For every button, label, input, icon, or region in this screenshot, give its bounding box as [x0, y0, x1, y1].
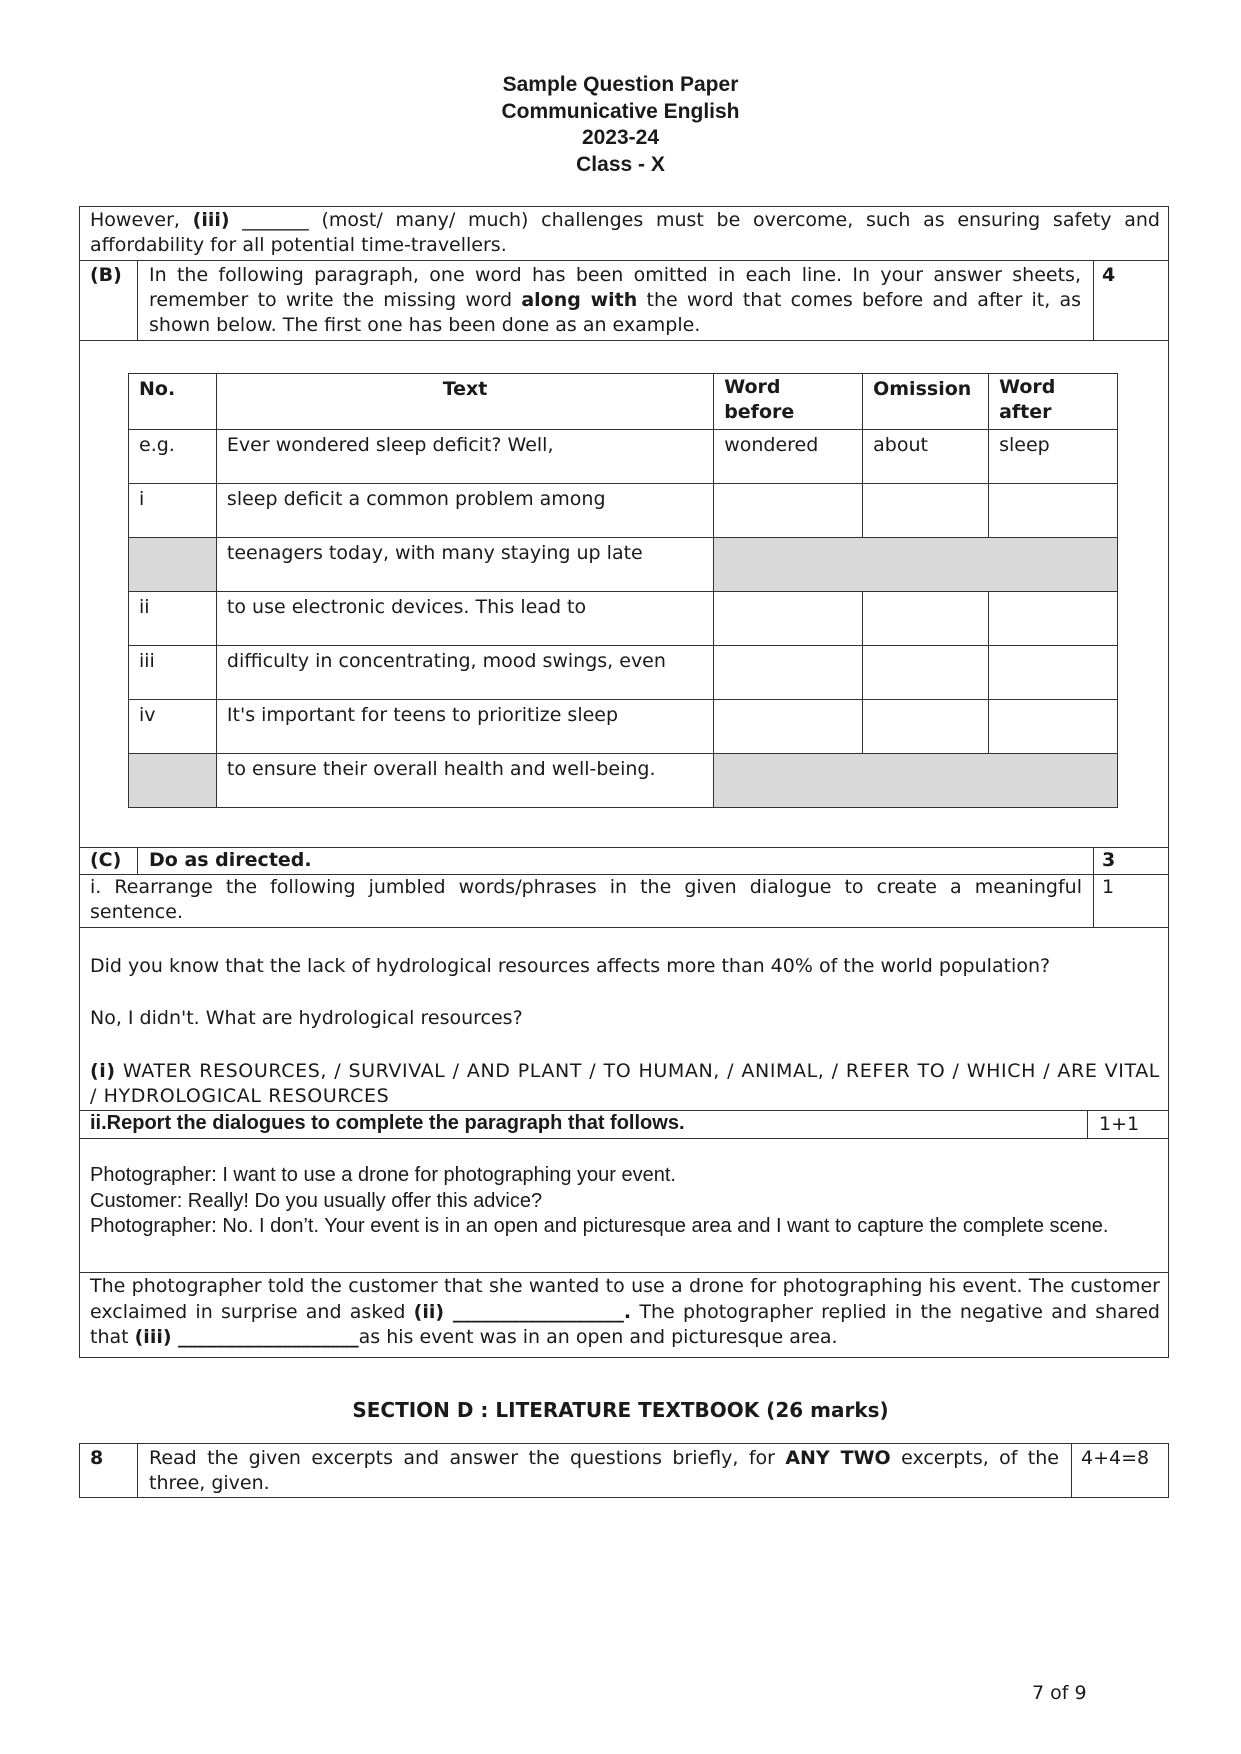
table-row [129, 646, 1118, 700]
header-subject: Communicative English [501, 99, 740, 123]
part-c-title: Do as directed. [149, 849, 312, 871]
report-line-3: Photographer: No. I don’t. Your event is in an open and picturesque area and I want to capture the complete scene. [90, 1215, 1109, 1237]
answer-cell-before[interactable] [714, 484, 863, 538]
row-text: It's important for teens to prioritize sleep [216, 700, 713, 754]
part-c-q1: i. Rearrange the following jumbled words/phrases in the given dialogue to create a meaningful sentence. [90, 876, 1082, 923]
answer-cell-after[interactable] [989, 646, 1118, 700]
part-c-label: (C) [90, 849, 122, 871]
page-number: 7 of 9 [1032, 1682, 1087, 1704]
table-row [129, 754, 1118, 808]
row-before: wondered [714, 430, 863, 484]
dialogue-line-1: Did you know that the lack of hydrological resources affects more than 40% of the world population? [90, 955, 1051, 977]
report-paragraph: The photographer told the customer that she wanted to use a drone for photographing his event. The customer exclaimed in surprise and asked (ii) __________________. The photographer replied in the negative and shared that (iii) ___________________as his event was in an open and picturesque area. [90, 1275, 1160, 1348]
col-header-word-after: Word after [989, 374, 1118, 430]
answer-cell-omission[interactable] [863, 700, 989, 754]
row-text: difficulty in concentrating, mood swings, even [216, 646, 713, 700]
answer-cell-before[interactable] [714, 592, 863, 646]
dialogue-line-2: No, I didn't. What are hydrological resources? [90, 1007, 523, 1029]
question-8-number: 8 [90, 1447, 104, 1469]
part-c-q2-marks: 1+1 [1099, 1113, 1140, 1135]
col-header-text: Text [216, 374, 713, 430]
report-line-1: Photographer: I want to use a drone for photographing your event. [90, 1164, 676, 1186]
jumbled-phrases: (i) WATER RESOURCES, / SURVIVAL / AND PLANT / TO HUMAN, / ANIMAL, / REFER TO / WHICH / ARE VITAL / HYDROLOGICAL RESOURCES [90, 1060, 1160, 1107]
table-row [129, 430, 1118, 484]
row-no-shaded [129, 538, 217, 592]
table-row [129, 484, 1118, 538]
question-8-text: Read the given excerpts and answer the questions briefly, for ANY TWO excerpts, of the three, given. [149, 1447, 1059, 1494]
part-b-marks: 4 [1102, 264, 1116, 286]
row-no: iii [129, 646, 217, 700]
part-b-label: (B) [90, 264, 122, 286]
answer-cell-after[interactable] [989, 592, 1118, 646]
answer-cell-after[interactable] [989, 484, 1118, 538]
row-no: i [129, 484, 217, 538]
answer-cell-after[interactable] [989, 700, 1118, 754]
header-title: Sample Question Paper [502, 73, 739, 96]
header-year: 2023-24 [581, 126, 660, 149]
row-text: to ensure their overall health and well-being. [216, 754, 713, 808]
part-c-marks: 3 [1102, 849, 1116, 871]
report-line-2: Customer: Really! Do you usually offer this advice? [90, 1189, 543, 1212]
row-no-shaded [129, 754, 217, 808]
col-header-no: No. [129, 374, 217, 430]
header-class: Class - X [576, 152, 665, 176]
shaded-cell [714, 538, 1118, 592]
part-b-instructions: In the following paragraph, one word has been omitted in each line. In your answer sheets, remember to write the missing word along with the word that comes before and after it, as shown below. The first one has been done as an example. [149, 264, 1081, 336]
report-dialogue [90, 1163, 1160, 1240]
answer-cell-omission[interactable] [863, 646, 989, 700]
table-header-row [129, 374, 1118, 430]
part-a-tail: However, (iii) _______ (most/ many/ much) challenges must be overcome, such as ensuring safety and affordability for all potential time-travellers. [90, 209, 1160, 256]
row-after: sleep [989, 430, 1118, 484]
part-c-q1-marks: 1 [1102, 876, 1115, 898]
answer-cell-before[interactable] [714, 700, 863, 754]
table-row [129, 592, 1118, 646]
row-omission: about [863, 430, 989, 484]
part-c-q2: ii.Report the dialogues to complete the paragraph that follows. [90, 1112, 685, 1134]
row-no: e.g. [129, 430, 217, 484]
omission-table [128, 373, 1118, 808]
table-row [129, 700, 1118, 754]
section-d-title: SECTION D : LITERATURE TEXTBOOK (26 marks) [352, 1398, 889, 1422]
answer-cell-omission[interactable] [863, 484, 989, 538]
row-no: iv [129, 700, 217, 754]
answer-cell-before[interactable] [714, 646, 863, 700]
paper-header [0, 72, 1241, 178]
row-text: Ever wondered sleep deficit? Well, [216, 430, 713, 484]
answer-cell-omission[interactable] [863, 592, 989, 646]
row-text: teenagers today, with many staying up late [216, 538, 713, 592]
row-text: sleep deficit a common problem among [216, 484, 713, 538]
shaded-cell [714, 754, 1118, 808]
row-no: ii [129, 592, 217, 646]
table-row [129, 538, 1118, 592]
question-8-marks: 4+4=8 [1081, 1447, 1150, 1469]
row-text: to use electronic devices. This lead to [216, 592, 713, 646]
col-header-omission: Omission [863, 374, 989, 430]
col-header-word-before: Word before [714, 374, 863, 430]
